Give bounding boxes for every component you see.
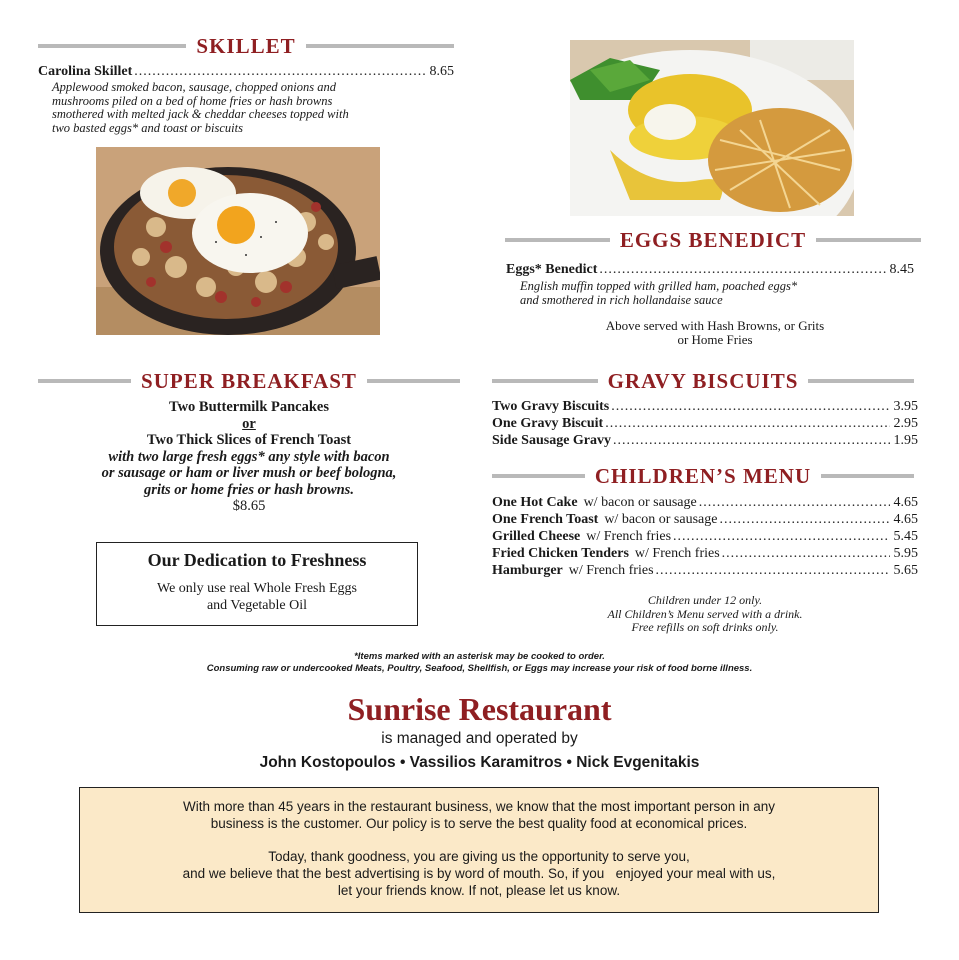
super-breakfast-line2: Two Thick Slices of French Toast	[146, 432, 352, 448]
freshness-text: We only use real Whole Fresh Eggs and Vegetable Oil	[156, 581, 357, 613]
freshness-box	[96, 542, 418, 626]
childrens-menu-notes: Children under 12 only. All Children’s Menu served with a drink. Free refills on soft drinks only.	[607, 593, 803, 634]
skillet-title: SKILLET	[196, 33, 296, 58]
message-para2: Today, thank goodness, you are giving us the opportunity to serve you, and we believe that the best advertising is by word of mouth. So, if you enjoyed your meal with us, let your friends know. If not, please let us know.	[182, 849, 776, 898]
restaurant-subtitle: is managed and operated by	[381, 730, 578, 747]
list-item: Fried Chicken Tenders w/ French fries ..... 5.95	[492, 546, 918, 562]
eggs-benedict-title: EGGS BENEDICT	[619, 227, 807, 252]
list-item: Two Gravy Biscuits ..... 3.95	[492, 399, 918, 415]
item-name: Eggs* Benedict	[506, 262, 598, 277]
restaurant-name: Sunrise Restaurant	[347, 691, 612, 727]
childrens-menu-heading	[492, 464, 914, 488]
super-breakfast-body: Two Buttermilk Pancakes or Two Thick Slices of French Toast with two large fresh eggs* any style with bacon or sausage or ham or liver mush or beef bologna, grits or home fries or hash browns. $8.65	[38, 399, 460, 515]
menu-item-eggs-benedict	[506, 262, 914, 278]
list-item: One French Toast w/ bacon or sausage ..... 4.65	[492, 512, 918, 528]
list-item: One Hot Cake w/ bacon or sausage ..... 4.65	[492, 495, 918, 511]
restaurant-owners: John Kostopoulos • Vassilios Karamitros • Nick Evgenitakis	[259, 754, 700, 771]
disclaimer: *Items marked with an asterisk may be cooked to order. Consuming raw or undercooked Meats, Poultry, Seafood, Shellfish, or Eggs may increase your risk of food borne illness.	[206, 651, 753, 674]
super-breakfast-heading	[38, 369, 460, 393]
list-item: Side Sausage Gravy ..... 1.95	[492, 433, 918, 449]
eggs-benedict-photo-icon	[570, 40, 854, 216]
skillet-heading	[38, 34, 454, 58]
gravy-biscuits-title: GRAVY BISCUITS	[607, 368, 799, 393]
skillet-description: Applewood smoked bacon, sausage, chopped onions and mushrooms piled on a bed of home fries or hash browns smothered with melted jack & cheddar cheeses topped with two basted eggs* and toast or biscuits	[52, 80, 349, 135]
super-breakfast-line1: Two Buttermilk Pancakes	[168, 399, 330, 415]
menu-item-carolina-skillet	[38, 64, 454, 80]
gravy-biscuits-heading	[492, 369, 914, 393]
message-para1: With more than 45 years in the restaurant business, we know that the most important person in any business is the customer. Our policy is to serve the best quality food at economical prices.	[182, 799, 776, 831]
message-box	[79, 787, 879, 913]
super-breakfast-or: or	[242, 415, 256, 432]
skillet-photo-icon	[96, 147, 380, 335]
eggs-benedict-description: English muffin topped with grilled ham, poached eggs* and smothered in rich hollandaise sauce	[520, 279, 798, 307]
item-price: 8.45	[889, 262, 914, 277]
item-price: 8.65	[429, 64, 454, 79]
list-item: Grilled Cheese w/ French fries ..... 5.45	[492, 529, 918, 545]
freshness-title: Our Dedication to Freshness	[147, 550, 367, 570]
eggs-benedict-heading	[505, 228, 921, 252]
super-breakfast-price: $8.65	[232, 498, 266, 514]
item-name: Carolina Skillet	[38, 64, 133, 79]
list-item: Hamburger w/ French fries ..... 5.65	[492, 563, 918, 579]
super-breakfast-title: SUPER BREAKFAST	[141, 368, 357, 393]
list-item: One Gravy Biscuit ..... 2.95	[492, 416, 918, 432]
eggs-benedict-sides-note: Above served with Hash Browns, or Grits or Home Fries	[605, 318, 825, 347]
childrens-menu-title: CHILDREN’S MENU	[594, 463, 812, 488]
